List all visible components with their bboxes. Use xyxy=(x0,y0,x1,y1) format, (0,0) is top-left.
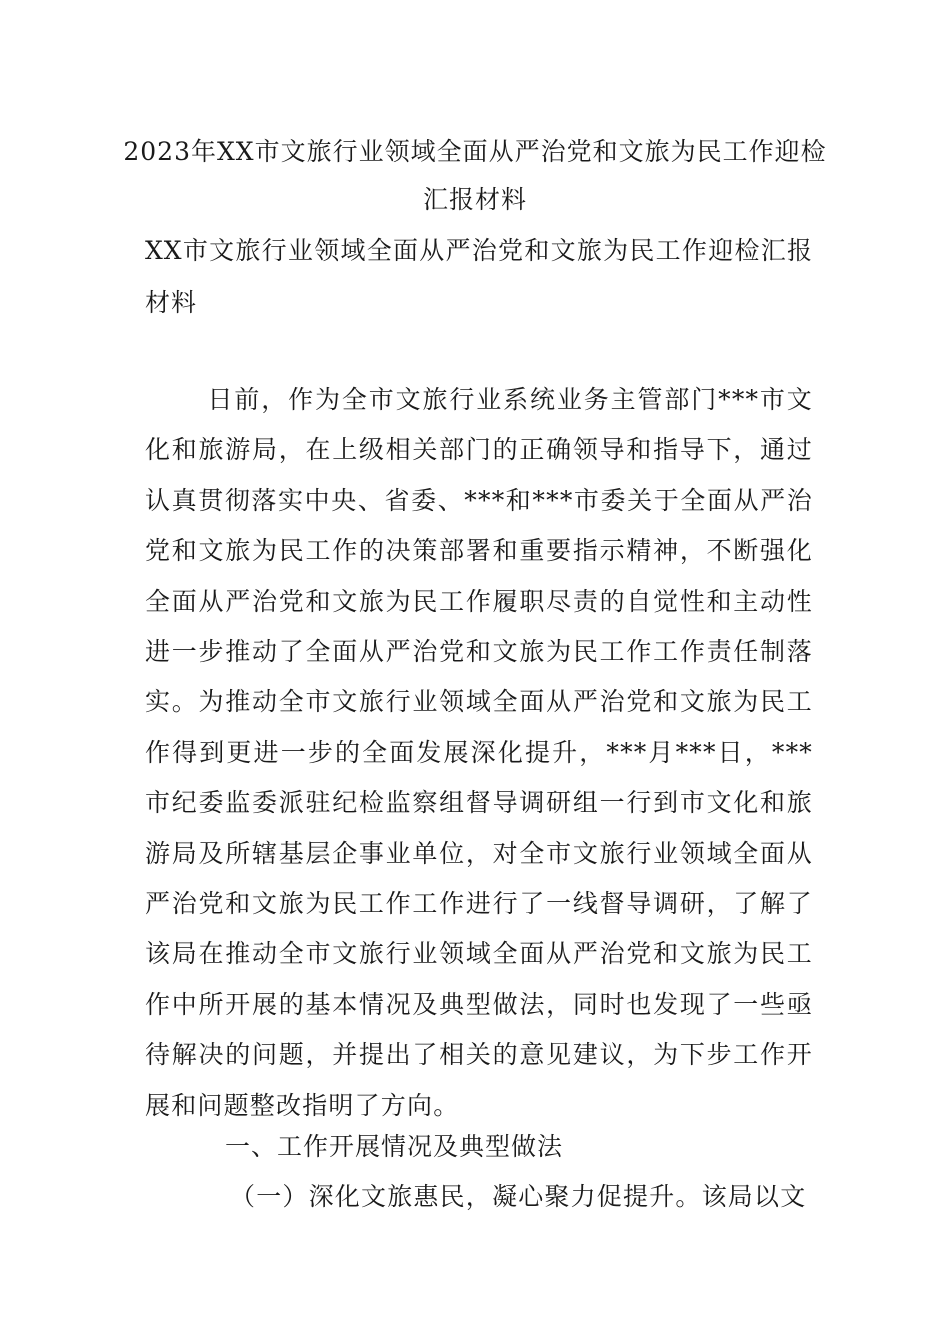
section-heading: 一、工作开展情况及典型做法 xyxy=(225,1132,564,1161)
subsection-paragraph: （一）深化文旅惠民，凝心聚力促提升。该局以文 xyxy=(230,1182,807,1211)
intro-paragraph: 日前，作为全市文旅行业系统业务主管部门***市文化和旅游局，在上级相关部门的正确领导和指导下，通过认真贯彻落实中央、省委、***和***市委关于全面从严治党和文旅为民工作的决策部署和重要指示精神，不断强化全面从严治党和文旅为民工作履职尽责的自觉性和主动性进一步推动了全面从严治党和文旅为民工作工作责任制落实。为推动全市文旅行业领域全面从严治党和文旅为民工作得到更进一步的全面发展深化提升，***月***日，***市纪委监委派驻纪检监察组督导调研组一行到市文化和旅游局及所辖基层企事业单位，对全市文旅行业领域全面从严治党和文旅为民工作工作进行了一线督导调研，了解了该局在推动全市文旅行业领域全面从严治党和文旅为民工作中所开展的基本情况及典型做法，同时也发现了一些亟待解决的问题，并提出了相关的意见建议，为下步工作开展和问题整改指明了方向。 xyxy=(145,385,813,1120)
document-title: 2023年XX市文旅行业领域全面从严治党和文旅为民工作迎检汇报材料 xyxy=(123,137,827,214)
document-subtitle: XX市文旅行业领域全面从严治党和文旅为民工作迎检汇报材料 xyxy=(145,236,813,317)
